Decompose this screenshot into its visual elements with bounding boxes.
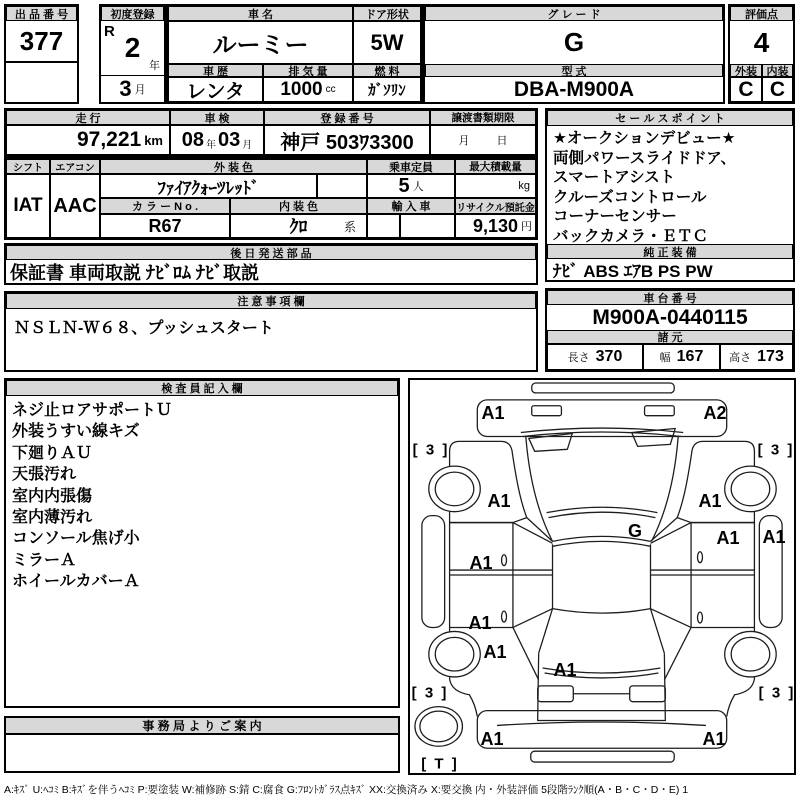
max-load-unit: kg [518, 180, 530, 192]
interior-color-cell [230, 214, 367, 238]
displacement-unit: cc [325, 84, 336, 95]
exterior-grade-label: 外装 [730, 64, 762, 77]
exterior-grade-value: C [730, 77, 762, 102]
imported-cell-1 [367, 214, 400, 238]
mileage-value: 97,221 [76, 128, 142, 151]
color-no-label: カ ラ ー N o . [100, 198, 230, 214]
sales-points-label: セ ー ル ス ポ イ ン ト [547, 110, 793, 126]
model-code-value: DBA-M900A [425, 77, 723, 102]
history-label: 車 歴 [168, 64, 263, 77]
interior-grade-label: 内装 [762, 64, 793, 77]
height-label: 高さ [729, 352, 752, 364]
width-value: 167 [676, 348, 704, 365]
damage-mark-windshield: G [627, 521, 643, 541]
inspector-note-line: コンソール焦げ小 [12, 530, 140, 548]
inspector-note-line: ホイールカバーＡ [12, 573, 140, 591]
inspection-label: 車 検 [170, 110, 264, 125]
mileage-label: 走 行 [6, 110, 170, 125]
fuel-value: ｶﾞｿﾘﾝ [353, 77, 421, 102]
inspection-year-unit: 年 [206, 139, 216, 151]
damage-mark-quarter-rear-left: A1 [483, 642, 507, 662]
damage-mark-tire-front-left: [ 3 ] [412, 441, 450, 459]
imported-label: 輸 入 車 [367, 198, 455, 214]
sales-point-line: コーナーセンサー [553, 208, 677, 225]
transfer-deadline-cell [430, 125, 536, 155]
transfer-month-unit: 月 [458, 135, 470, 147]
displacement-label: 排 気 量 [263, 64, 353, 77]
damage-mark-bumper-rear-left: A1 [480, 729, 504, 749]
first-registration-label: 初度登録 [101, 6, 164, 21]
recycle-deposit-value: 9,130 [472, 215, 518, 236]
dimensions-label: 諸 元 [547, 330, 793, 344]
later-shipping-box [4, 243, 538, 285]
damage-mark-side-right: A1 [762, 527, 786, 547]
inspector-note-line: 室内内張傷 [12, 487, 93, 505]
damage-mark-door-rear-left: A1 [468, 613, 492, 633]
length-cell [547, 344, 643, 370]
max-load-label: 最大積載量 [455, 159, 536, 174]
color-no-value: R67 [100, 214, 230, 238]
grade-value: G [425, 21, 723, 64]
capacity-value: 5 [398, 174, 410, 197]
mileage-cell [6, 125, 170, 155]
sales-point-line: ★オークションデビュー★ [553, 130, 736, 147]
inspector-note-line: 天張汚れ [12, 466, 77, 484]
transfer-deadline-label: 譲渡書類期限 [430, 110, 536, 125]
interior-grade-value: C [762, 77, 793, 102]
width-label: 幅 [659, 352, 671, 364]
sales-point-line: スマートアシスト [553, 169, 676, 186]
lot-label: 出 品 番 号 [6, 6, 77, 21]
first-registration-year-cell [101, 21, 164, 76]
inspector-note-line: ネジ止ロアサポートＵ [12, 402, 173, 419]
car-name-label: 車 名 [168, 6, 353, 21]
sales-points-box [545, 108, 795, 282]
car-name-value: ルーミー [168, 21, 353, 64]
max-load-cell [455, 174, 536, 198]
car-outline-diagram [410, 380, 794, 773]
exterior-color-label: 外 装 色 [100, 159, 367, 174]
mileage-unit: km [144, 132, 163, 148]
car-name-table [166, 4, 423, 104]
inspector-note-line: 室内薄汚れ [12, 509, 93, 527]
damage-code-legend: A:ｷｽﾞ U:ﾍｺﾐ B:ｷｽﾞを伴うﾍｺﾐ P:要塗装 W:補修跡 S:錆 C:腐食 G:ﾌﾛﾝﾄｶﾞﾗｽ点ｷｽﾞ XX:交換済み X:要交換 内・外装評価 5段階ﾗﾝｸ順(A・B・C・D・E) 1 [4, 784, 689, 796]
sales-point-line: 両側パワースライドドア、 [553, 149, 737, 167]
inspector-note-line: 下廻りＡＵ [12, 444, 93, 462]
office-info-box [4, 735, 400, 773]
interior-color-suffix: 系 [343, 219, 356, 234]
damage-diagram [408, 378, 796, 775]
inspection-cell [170, 125, 264, 155]
sales-point-line: クルーズコントロール [553, 188, 707, 206]
shift-label: シフト [6, 159, 50, 174]
color-row [4, 157, 538, 240]
first-registration-box [99, 4, 166, 104]
exterior-color-extra-cell [317, 174, 367, 198]
inspector-notes-label: 検 査 員 記 入 欄 [6, 380, 398, 396]
year-unit: 年 [149, 60, 160, 72]
damage-mark-fender-front-left: A1 [487, 491, 511, 511]
grade-label: グ レ ー ド [425, 6, 723, 21]
height-cell [720, 344, 793, 370]
exterior-color-value: ﾌｧｲｱｸｫｰﾂﾚｯﾄﾞ [100, 174, 317, 198]
cautions-label: 注 意 事 項 欄 [6, 293, 536, 309]
inspection-month: 03 [218, 128, 241, 151]
damage-mark-rear-gate: A1 [553, 660, 577, 680]
genuine-equipment-value: ﾅﾋﾞ ABS ｴｱB PS PW [547, 259, 793, 280]
height-value: 173 [757, 348, 784, 365]
chassis-no-label: 車 台 番 号 [547, 290, 793, 305]
inspector-notes-box [4, 378, 400, 708]
aircon-label: エアコン [50, 159, 100, 174]
cautions-value: ＮＳＬＮ-Ｗ６８、プッシュスタート [14, 320, 274, 337]
damage-mark-tire-rear-right: [ 3 ] [758, 684, 796, 702]
model-code-label: 型 式 [425, 64, 723, 77]
damage-mark-bumper-rear-right: A1 [702, 729, 726, 749]
era-code: R [104, 23, 115, 40]
lot-box [4, 4, 79, 104]
shift-value: IAT [6, 174, 50, 238]
interior-color-value: ｸﾛ [289, 217, 308, 237]
score-value: 4 [730, 21, 793, 64]
sales-points-lines [553, 129, 736, 246]
damage-mark-spare-tire: [ T ] [421, 755, 459, 773]
later-shipping-label: 後 日 発 送 部 品 [6, 245, 536, 260]
recycle-deposit-unit: 円 [521, 221, 532, 233]
recycle-deposit-label: リサイクル預託金 [455, 198, 536, 214]
damage-mark-door-front-right: A1 [716, 528, 740, 548]
inspection-month-unit: 月 [242, 139, 253, 151]
capacity-cell [367, 174, 455, 198]
fuel-label: 燃 料 [353, 64, 421, 77]
inspector-note-line: 外装うすい線キズ [12, 423, 140, 441]
inspector-notes-lines [12, 400, 172, 593]
length-value: 370 [595, 348, 623, 365]
length-label: 長さ [567, 352, 590, 364]
grade-table [423, 4, 725, 104]
genuine-equipment-label: 純 正 装 備 [547, 244, 793, 259]
office-info-label: 事 務 局 よ り ご 案 内 [4, 716, 400, 735]
mileage-row [4, 108, 538, 157]
displacement-value: 1000 [280, 78, 323, 100]
width-cell [643, 344, 720, 370]
score-box [728, 4, 795, 104]
history-value: レンタ [168, 77, 263, 102]
chassis-no-value: M900A-0440115 [547, 305, 793, 330]
displacement-cell [263, 77, 353, 102]
recycle-deposit-cell [455, 214, 536, 238]
first-registration-month: 3 [119, 76, 132, 101]
inspection-year: 08 [181, 128, 204, 151]
capacity-unit: 人 [412, 181, 424, 193]
damage-mark-front-bumper-right: A2 [703, 403, 727, 423]
interior-color-label: 内 装 色 [230, 198, 367, 214]
damage-mark-tire-rear-left: [ 3 ] [411, 684, 449, 702]
score-label: 評価点 [730, 6, 793, 21]
damage-mark-tire-front-right: [ 3 ] [757, 441, 795, 459]
damage-mark-door-front-left: A1 [469, 553, 493, 573]
inspector-note-line: ミラーＡ [12, 551, 77, 569]
first-registration-month-cell [101, 76, 164, 102]
damage-mark-front-bumper-left: A1 [481, 403, 505, 423]
transfer-day-unit: 日 [496, 135, 508, 147]
door-shape-value: 5W [353, 21, 421, 64]
lot-number: 377 [6, 21, 77, 63]
sales-point-line: バックカメラ・ＥＴＣ [553, 227, 709, 245]
door-shape-label: ドア形状 [353, 6, 421, 21]
later-shipping-value: 保証書 車両取説 ﾅﾋﾞﾛﾑ ﾅﾋﾞ取説 [6, 260, 536, 283]
month-unit: 月 [134, 84, 146, 96]
registration-no-value: 神戸 503ﾜ3300 [264, 125, 430, 155]
aircon-value: AAC [50, 174, 100, 238]
capacity-label: 乗車定員 [367, 159, 455, 174]
registration-no-label: 登 録 番 号 [264, 110, 430, 125]
cautions-box [4, 291, 538, 372]
imported-cell-2 [400, 214, 455, 238]
first-registration-year: 2 [124, 32, 141, 63]
damage-mark-fender-front-right: A1 [698, 491, 722, 511]
chassis-box [545, 288, 795, 372]
